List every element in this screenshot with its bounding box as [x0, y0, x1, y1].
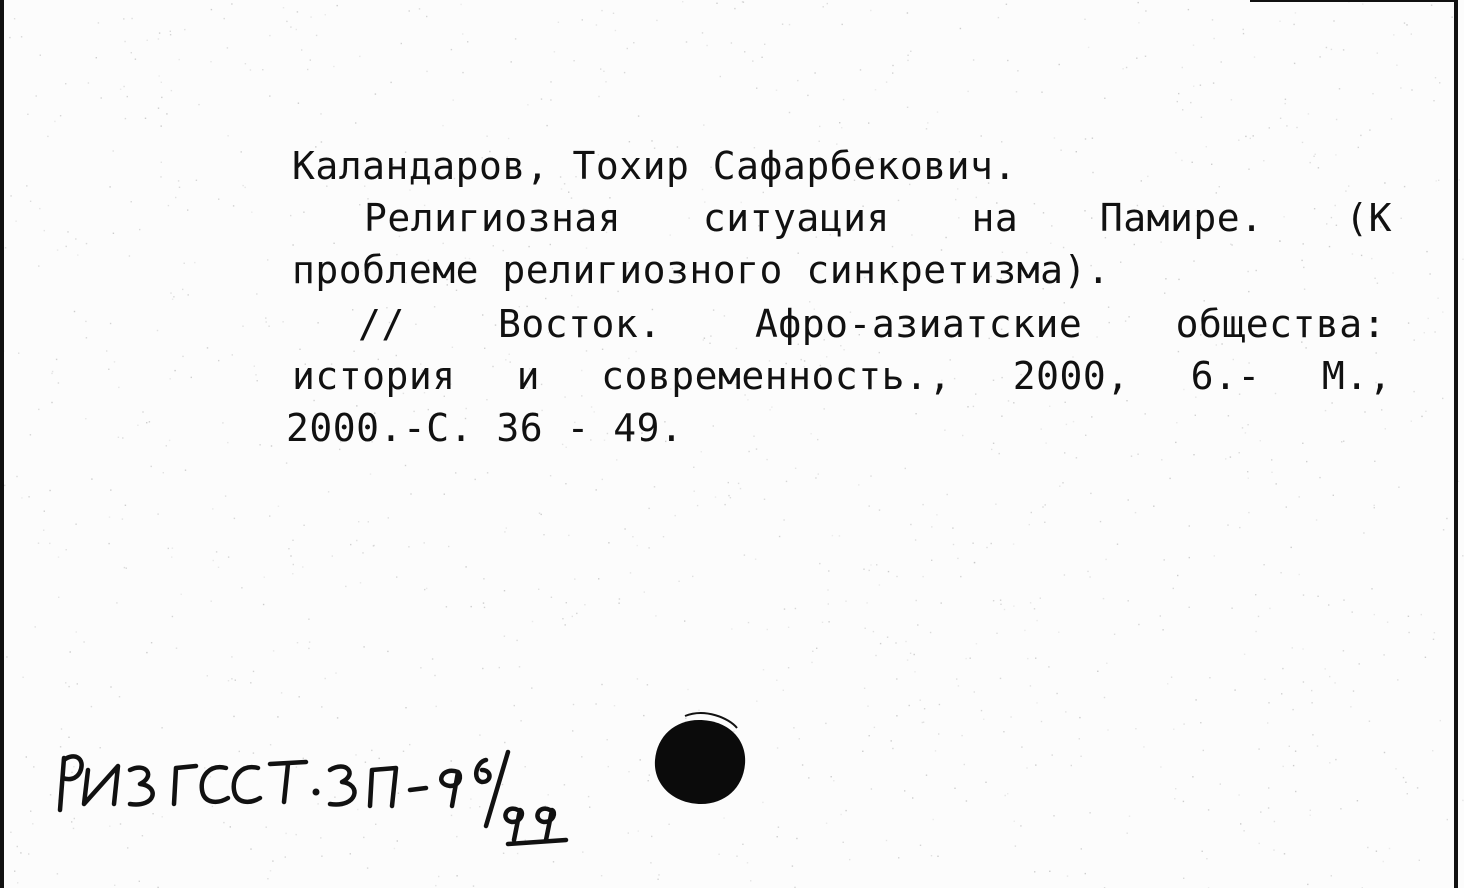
source-word: современность.,	[601, 354, 952, 398]
source-word: //	[358, 302, 405, 346]
card-left-edge	[0, 0, 4, 888]
punch-hole	[645, 710, 755, 820]
source-word: М.,	[1321, 354, 1392, 398]
title-word: Религиозная	[364, 196, 622, 240]
source-word: 2000,	[1012, 354, 1130, 398]
author-heading: Каландаров, Тохир Сафарбекович.	[292, 144, 1017, 188]
source-line-3: 2000.-С. 36 - 49.	[286, 406, 684, 450]
source-word: 6.-	[1190, 354, 1261, 398]
card-right-edge	[1454, 0, 1458, 888]
source-word: Восток.	[498, 302, 662, 346]
handwritten-shelfmark	[30, 730, 670, 880]
title-word: Памире.	[1099, 196, 1264, 240]
title-word: ситуация	[702, 196, 890, 240]
source-line-2	[292, 350, 1392, 402]
source-word: общества:	[1175, 302, 1386, 346]
title-word: (К	[1345, 196, 1392, 240]
source-word: и	[516, 354, 541, 398]
source-word: Афро-азиатские	[754, 302, 1083, 346]
card-top-edge	[1250, 0, 1458, 2]
title-word: на	[971, 196, 1019, 240]
title-line-1	[364, 192, 1392, 244]
source-word: история	[292, 354, 456, 398]
title-line-2: проблеме религиозного синкретизма).	[292, 248, 1111, 292]
source-line-1	[358, 298, 1386, 350]
